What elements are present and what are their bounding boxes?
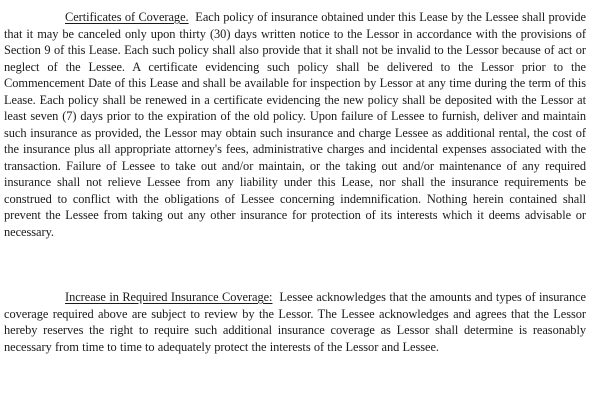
paragraph-certificates-of-coverage	[4, 9, 586, 240]
section-heading-increase-in-required-insurance-coverage: Increase in Required Insurance Coverage:	[65, 290, 273, 304]
section-heading-certificates-of-coverage: Certificates of Coverage.	[65, 10, 189, 24]
section-body-certificates-of-coverage: Each policy of insurance obtained under this Lease by the Lessee shall provide that it may be canceled only upon thirty (30) days written notice to the Lessor in accordance with the provisions of Section 9 of this Lease. Each such policy shall also provide that it shall not be invalid to the Lessor because of act or neglect of the Lessee. A certificate evidencing such policy shall be delivered to the Lessor prior to the Commencement Date of this Lease and shall be available for inspection by Lessor at any time during the term of this Lease. Each policy shall be renewed in a certificate evidencing the new policy shall be deposited with the Lessor at least seven (7) days prior to the expiration of the old policy. Upon failure of Lessee to furnish, deliver and maintain such insurance as provided, the Lessor may obtain such insurance and charge Lessee as additional rental, the cost of the insurance plus all appropriate attorney's fees, administrative charges and incidental expenses associated with the transaction. Failure of Lessee to take out and/or maintain, or the taking out and/or maintenance of any required insurance shall not relieve Lessee from any liability under this Lease, nor shall the insurance requirements be construed to conflict with the obligations of Lessee concerning indemnification. Nothing herein contained shall prevent the Lessee from taking out any other insurance for protection of its interests which it deems advisable or necessary.	[4, 10, 586, 239]
section-body-increase-in-required-insurance-coverage: Lessee acknowledges that the amounts and types of insurance coverage required above are subject to review by the Lessor. The Lessee acknowledges and agrees that the Lessor hereby reserves the right to require such additional insurance coverage as Lessor shall determine is reasonably necessary from time to time to adequately protect the interests of the Lessor and Lessee.	[4, 290, 587, 354]
paragraph-increase-in-required-insurance-coverage	[4, 289, 586, 355]
